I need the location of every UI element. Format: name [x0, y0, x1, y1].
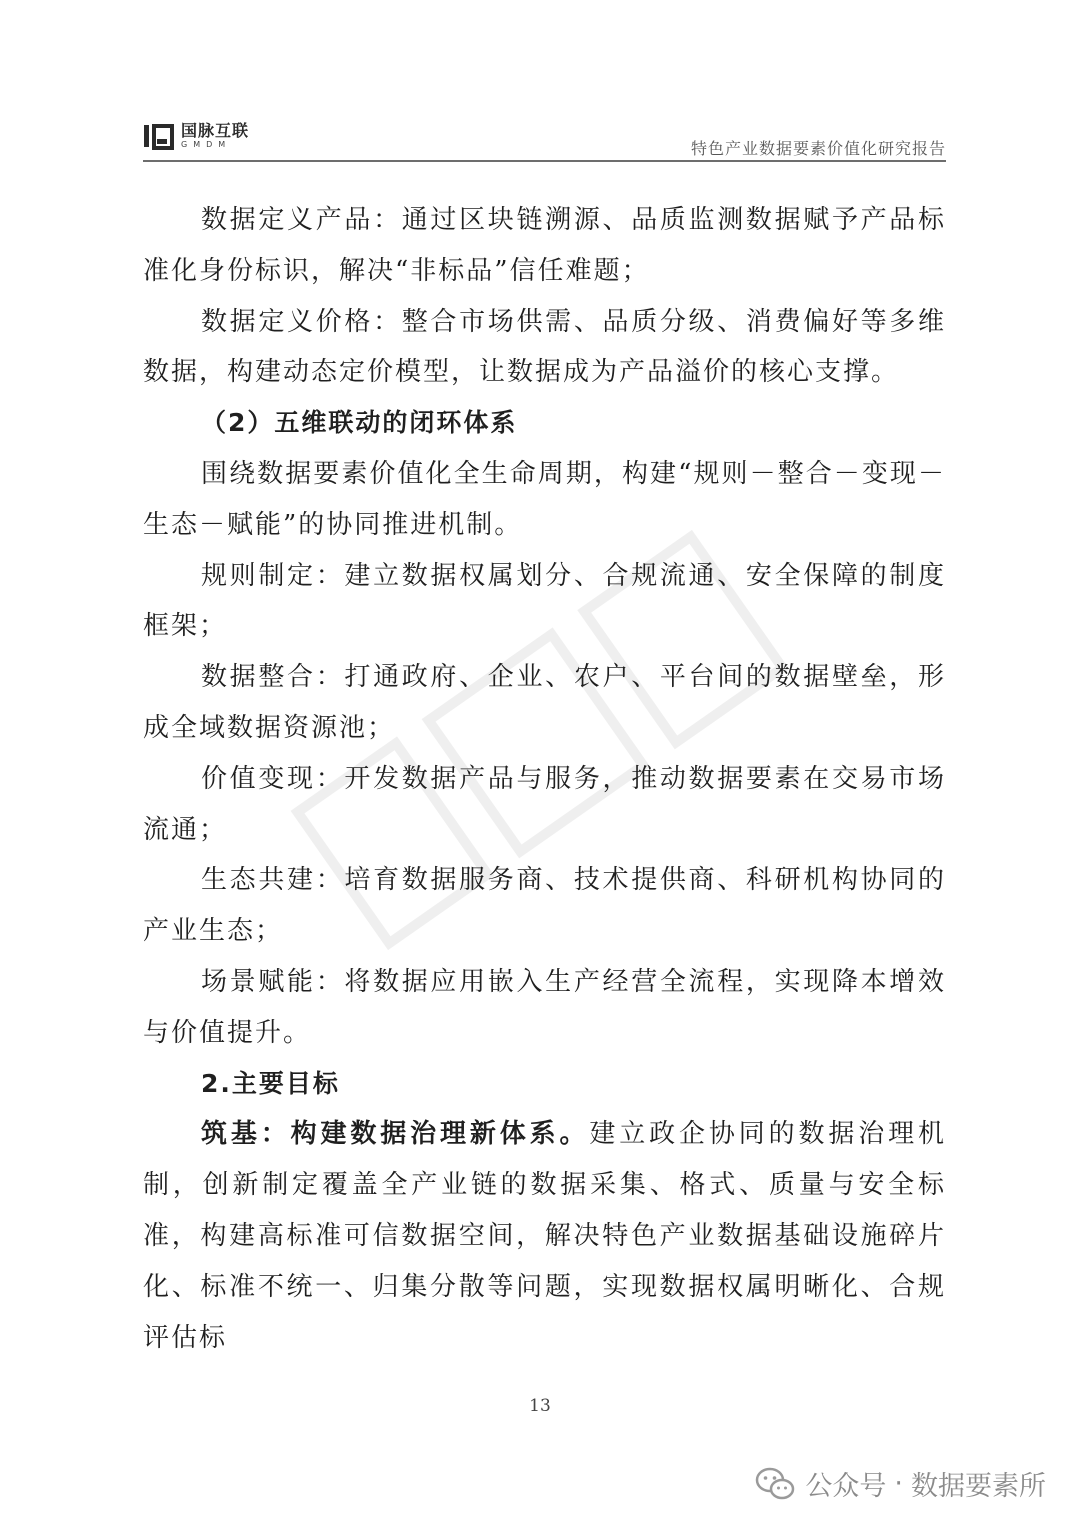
header-divider	[143, 160, 946, 162]
company-logo	[143, 122, 249, 150]
page-number: 13	[529, 1396, 551, 1416]
report-title: 特色产业数据要素价值化研究报告	[690, 139, 946, 158]
paragraph-data-defines-product: 数据定义产品：通过区块链溯源、品质监测数据赋予产品标准化身份标识，解决“非标品”信任难题；	[143, 205, 946, 286]
paragraph-scenario-empowerment: 场景赋能：将数据应用嵌入生产经营全流程，实现降本增效与价值提升。	[143, 966, 946, 1048]
footer-platform: 公众号	[805, 1471, 887, 1502]
logo-mark-icon	[143, 122, 175, 150]
section-heading-main-goals: 2.主要目标	[201, 1068, 340, 1098]
paragraph-data-defines-price: 数据定义价格：整合市场供需、品质分级、消费偏好等多维数据，构建动态定价模型，让数据成为产品溢价的核心支撑。	[143, 306, 946, 388]
paragraph-rule-making: 规则制定：建立数据权属划分、合规流通、安全保障的制度框架；	[143, 560, 946, 642]
logo-english-name: GMDM	[181, 140, 232, 149]
footer-separator: ·	[894, 1468, 903, 1499]
paragraph-ecosystem: 生态共建：培育数据服务商、技术提供商、科研机构协同的产业生态；	[143, 865, 946, 947]
paragraph-value-realization: 价值变现：开发数据产品与服务，推动数据要素在交易市场流通；	[143, 763, 946, 845]
goal-body: 建立政企协同的数据治理机制，创新制定覆盖全产业链的数据采集、格式、质量与安全标准，构建高标准可信数据空间，解决特色产业数据基础设施碎片化、标准不统一、归集分散等问题，实现数据权属明晰化、合规评估标	[143, 1119, 946, 1353]
paragraph-data-integration: 数据整合：打通政府、企业、农户、平台间的数据壁垒，形成全域数据资源池；	[143, 662, 946, 743]
footer-account-name: 数据要素所	[911, 1471, 1046, 1502]
page-header	[143, 122, 946, 162]
paragraph-lifecycle: 围绕数据要素价值化全生命周期，构建“规则－整合－变现－生态－赋能”的协同推进机制。	[143, 458, 946, 540]
wechat-icon	[755, 1467, 795, 1501]
document-body	[143, 195, 946, 1363]
paragraph-foundation-goal	[143, 1109, 946, 1363]
section-heading-closed-loop: （2）五维联动的闭环体系	[201, 408, 518, 438]
wechat-account-watermark	[755, 1464, 1046, 1503]
logo-chinese-name: 国脉互联	[181, 121, 250, 140]
goal-lead-bold: 筑基：构建数据治理新体系。	[201, 1119, 590, 1150]
